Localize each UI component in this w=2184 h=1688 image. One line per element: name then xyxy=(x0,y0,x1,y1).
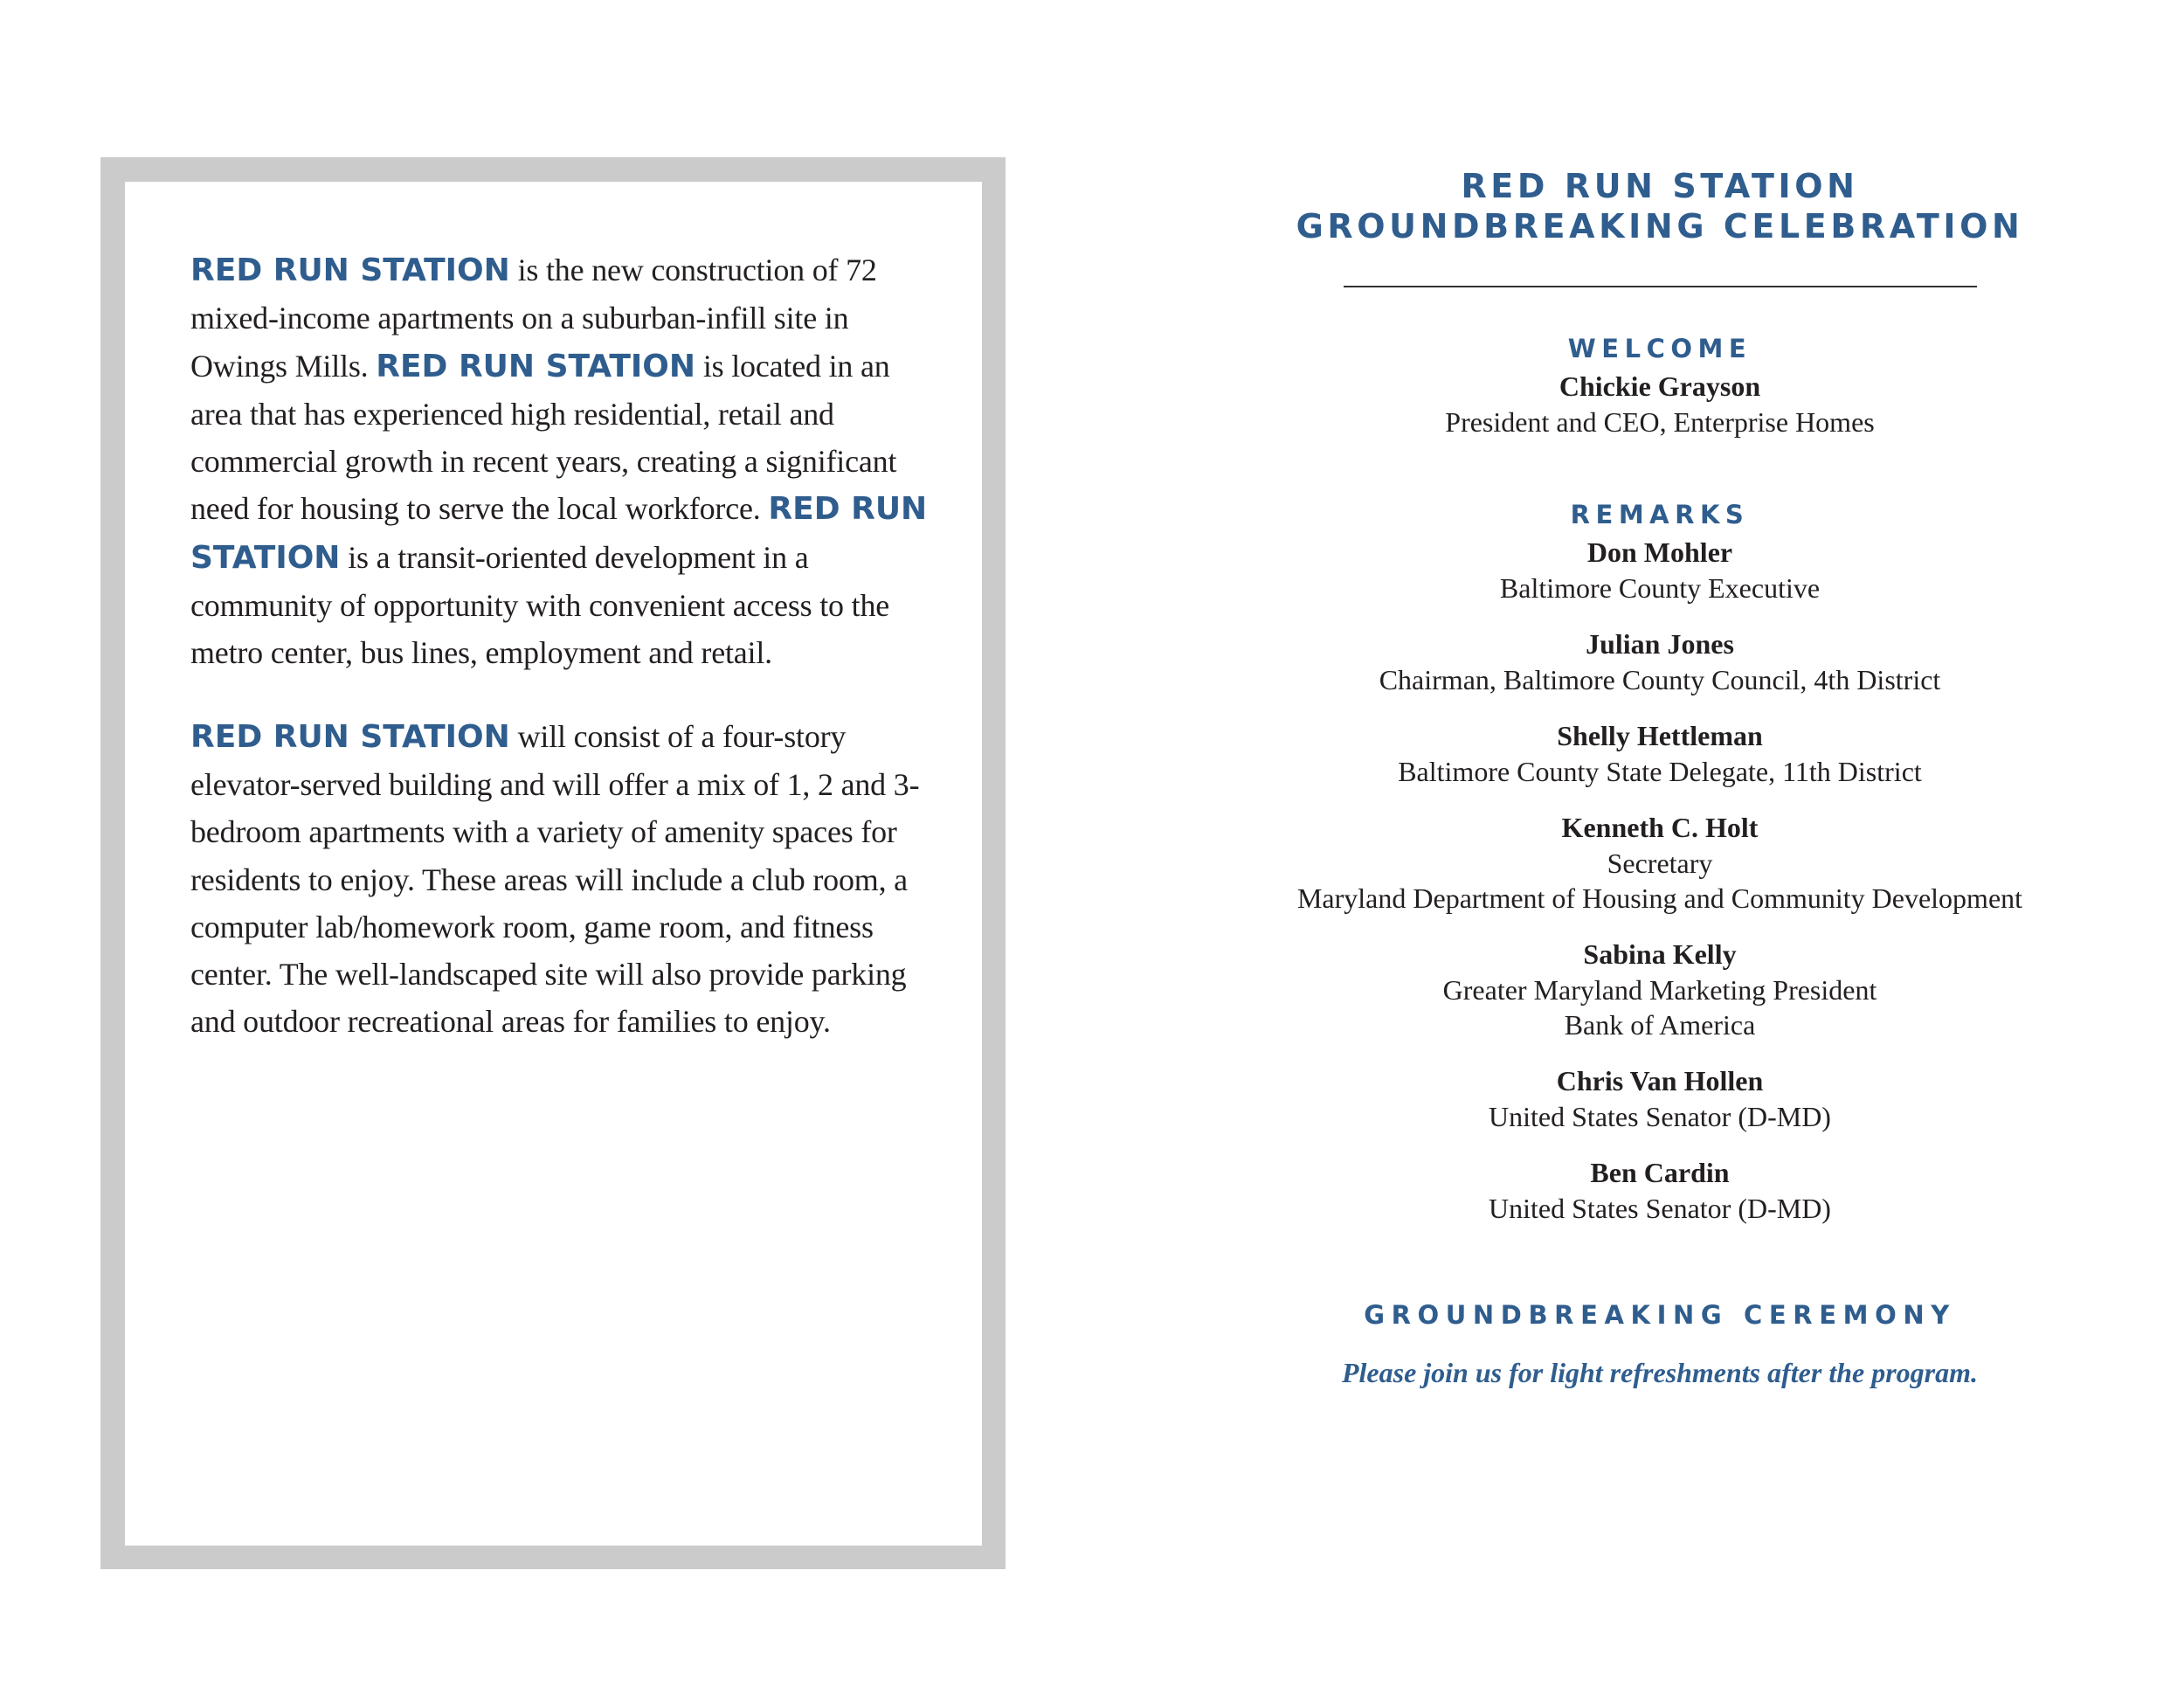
speaker-name: Ben Cardin xyxy=(1590,1157,1730,1188)
program xyxy=(1241,166,2079,1390)
speaker-title: United States Senator (D-MD) xyxy=(1489,1101,1831,1132)
welcome-heading: WELCOME xyxy=(1567,334,1752,363)
speaker-name: Shelly Hettleman xyxy=(1557,720,1763,751)
speaker-name: Chickie Grayson xyxy=(1559,370,1761,402)
speaker-title: Baltimore County State Delegate, 11th District xyxy=(1398,756,1922,787)
welcome-speaker xyxy=(1241,369,2079,439)
project-name-highlight: RED RUN STATION xyxy=(190,718,510,755)
program-title xyxy=(1241,166,2079,246)
speaker xyxy=(1241,535,2079,605)
project-name-highlight: RED RUN STATION xyxy=(190,253,510,288)
description-text: will consist of a four-story elevator-served building and will offer a mix of 1, 2 and 3-bedroom apartments with a variety of amenity spaces for residents to enjoy. These areas will include a club room, a computer lab/homework room, game room, and fitness center. The well-landscaped site will also provide parking and outdoor recreational areas for families to enjoy. xyxy=(190,718,920,1040)
title-divider xyxy=(1344,286,1977,287)
program-title-line-1: RED RUN STATION xyxy=(1461,167,1859,205)
speaker xyxy=(1241,718,2079,789)
speaker-organization: Maryland Department of Housing and Community Development xyxy=(1296,882,2023,914)
speaker-title: Baltimore County Executive xyxy=(1499,572,1821,604)
speaker xyxy=(1241,1155,2079,1226)
speaker-organization: Bank of America xyxy=(1564,1009,1756,1041)
speaker xyxy=(1241,810,2079,916)
speaker-title: Greater Maryland Marketing President xyxy=(1442,974,1877,1006)
speaker xyxy=(1241,626,2079,697)
speaker-name: Julian Jones xyxy=(1586,628,1734,660)
description-text: is the new construction of 72 mixed-income apartments on a suburban-infill site in Owings Mills. xyxy=(190,253,877,384)
project-name-highlight: RED RUN STATION xyxy=(190,491,928,576)
speaker-name: Chris Van Hollen xyxy=(1556,1065,1764,1097)
speaker-title: President and CEO, Enterprise Homes xyxy=(1445,406,1875,438)
description-paragraph-1 xyxy=(190,246,933,677)
project-name-highlight: RED RUN STATION xyxy=(376,348,696,384)
speaker-name: Don Mohler xyxy=(1586,536,1733,568)
description-text: is a transit-oriented development in a community of opportunity with convenient access to the metro center, bus lines, employment and retail. xyxy=(190,539,890,671)
refreshments-note: Please join us for light refreshments after the program. xyxy=(1341,1357,1979,1388)
remarks-heading: REMARKS xyxy=(1570,500,1750,529)
speaker xyxy=(1241,1063,2079,1134)
speaker-title: United States Senator (D-MD) xyxy=(1489,1193,1831,1224)
speaker-title: Chairman, Baltimore County Council, 4th District xyxy=(1379,664,1941,695)
speaker-title: Secretary xyxy=(1607,847,1713,879)
program-title-line-2: GROUNDBREAKING CELEBRATION xyxy=(1296,207,2024,246)
speaker-name: Sabina Kelly xyxy=(1583,938,1737,970)
description-paragraph-2 xyxy=(190,713,933,1046)
speaker-name: Kenneth C. Holt xyxy=(1561,812,1759,843)
speaker xyxy=(1241,937,2079,1042)
ceremony-heading: GROUNDBREAKING CEREMONY xyxy=(1364,1300,1956,1330)
project-description xyxy=(190,246,933,1046)
description-text: is located in an area that has experienced high residential, retail and commercial growth in recent years, creating a significant need for housing to serve the local workforce. xyxy=(190,348,897,527)
